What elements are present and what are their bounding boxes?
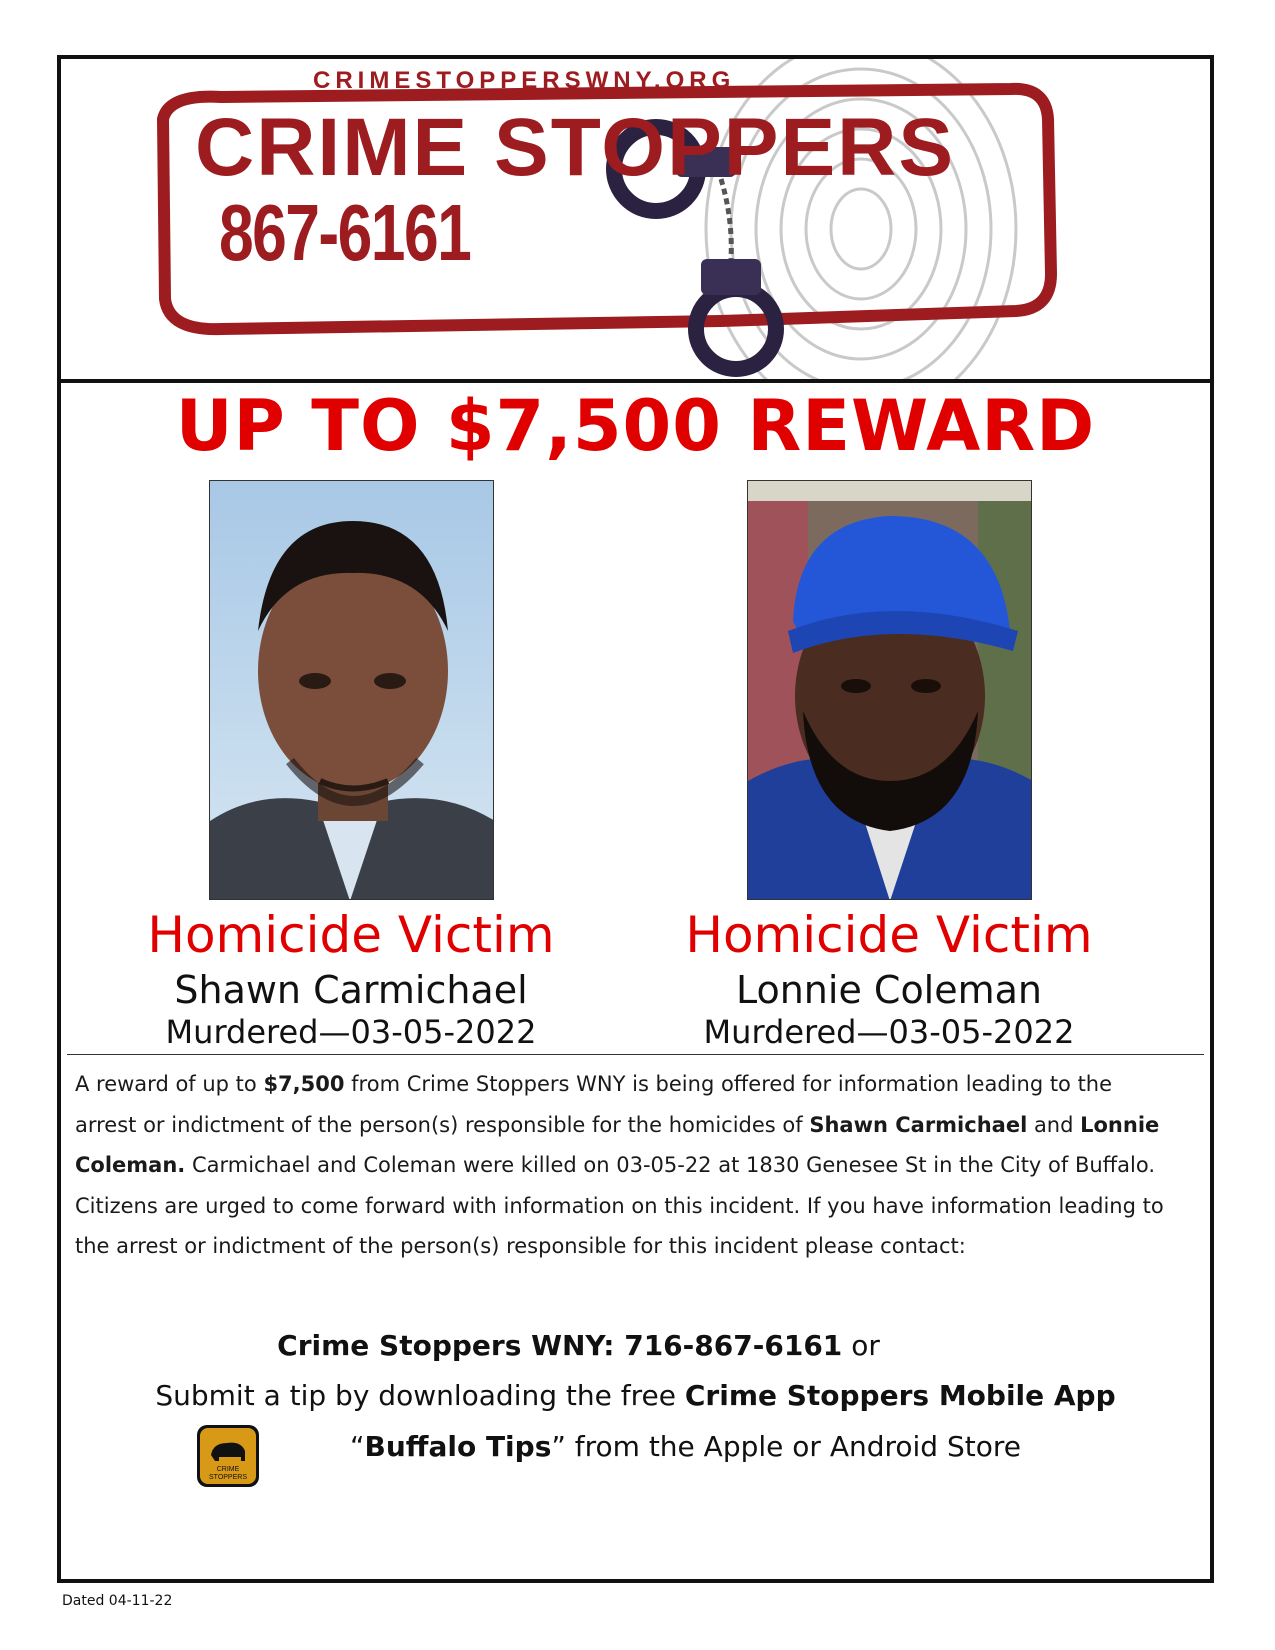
dated-note: Dated 04-11-22 — [62, 1593, 173, 1609]
contact-app-name: Crime Stoppers Mobile App — [684, 1379, 1116, 1412]
contact-store-rest: ” from the Apple or Android Store — [551, 1430, 1021, 1463]
victim-name-bold-2: Lonnie Coleman. — [75, 1112, 1160, 1177]
victim-name-1: Shawn Carmichael — [174, 968, 528, 1012]
body-text-part: Carmichael and Coleman were killed on 03-05-22 at 1830 Genesee St in the City of Buffalo. Citizens are urged to come forward with information on this incident. If you have information leading to the arrest or indictment of the person(s) responsible for this incident please contact: — [75, 1153, 1164, 1258]
victim-date-1: Murdered—03-05-2022 — [165, 1013, 537, 1051]
victim-name-2: Lonnie Coleman — [735, 968, 1043, 1012]
victim-card-1 — [71, 480, 631, 1052]
victim-photo-2 — [747, 480, 1032, 900]
contact-phone: Crime Stoppers WNY: 716-867-6161 — [277, 1329, 843, 1362]
victim-photo-2-image — [748, 481, 1032, 900]
reward-amount: $7,500 — [263, 1072, 345, 1096]
buffalo-tips-name: Buffalo Tips — [364, 1430, 552, 1463]
victim-photo-1-image — [210, 481, 494, 900]
svg-text:STOPPERS: STOPPERS — [209, 1474, 247, 1481]
logo-title: CRIME STOPPERS — [195, 102, 956, 193]
contact-app-line — [61, 1379, 1210, 1412]
logo-phone: 867-6161 — [219, 188, 471, 277]
reward-description — [75, 1064, 1165, 1267]
body-text-part: and — [1027, 1112, 1081, 1137]
victim-date-2: Murdered—03-05-2022 — [703, 1013, 1075, 1051]
app-icon-label: CRIME — [216, 1466, 240, 1473]
victim-photo-1 — [209, 480, 494, 900]
reward-headline: UP TO $7,500 REWARD — [175, 385, 1096, 467]
crime-stoppers-logo-panel — [61, 59, 1210, 383]
contact-phone-line — [4, 1329, 1153, 1362]
section-divider — [67, 1054, 1204, 1055]
body-text-part: A reward of up to — [75, 1072, 264, 1096]
victim-name-bold-1: Shawn Carmichael — [809, 1112, 1028, 1137]
contact-store-line — [111, 1430, 1260, 1463]
victim-card-2 — [609, 480, 1169, 1052]
contact-or: or — [842, 1329, 880, 1362]
website-url: CRIMESTOPPERSWNY.ORG — [313, 67, 736, 94]
quote-open: “ — [350, 1430, 365, 1463]
poster-frame — [57, 55, 1214, 1583]
victim-label-2: Homicide Victim — [685, 906, 1093, 964]
contact-app-pre: Submit a tip by downloading the free — [155, 1379, 685, 1412]
victim-label-1: Homicide Victim — [147, 906, 555, 964]
body-text-part: from Crime Stoppers WNY is being offered for information leading to the arrest or indictment of the person(s) responsible for the homicides of — [75, 1072, 1113, 1137]
